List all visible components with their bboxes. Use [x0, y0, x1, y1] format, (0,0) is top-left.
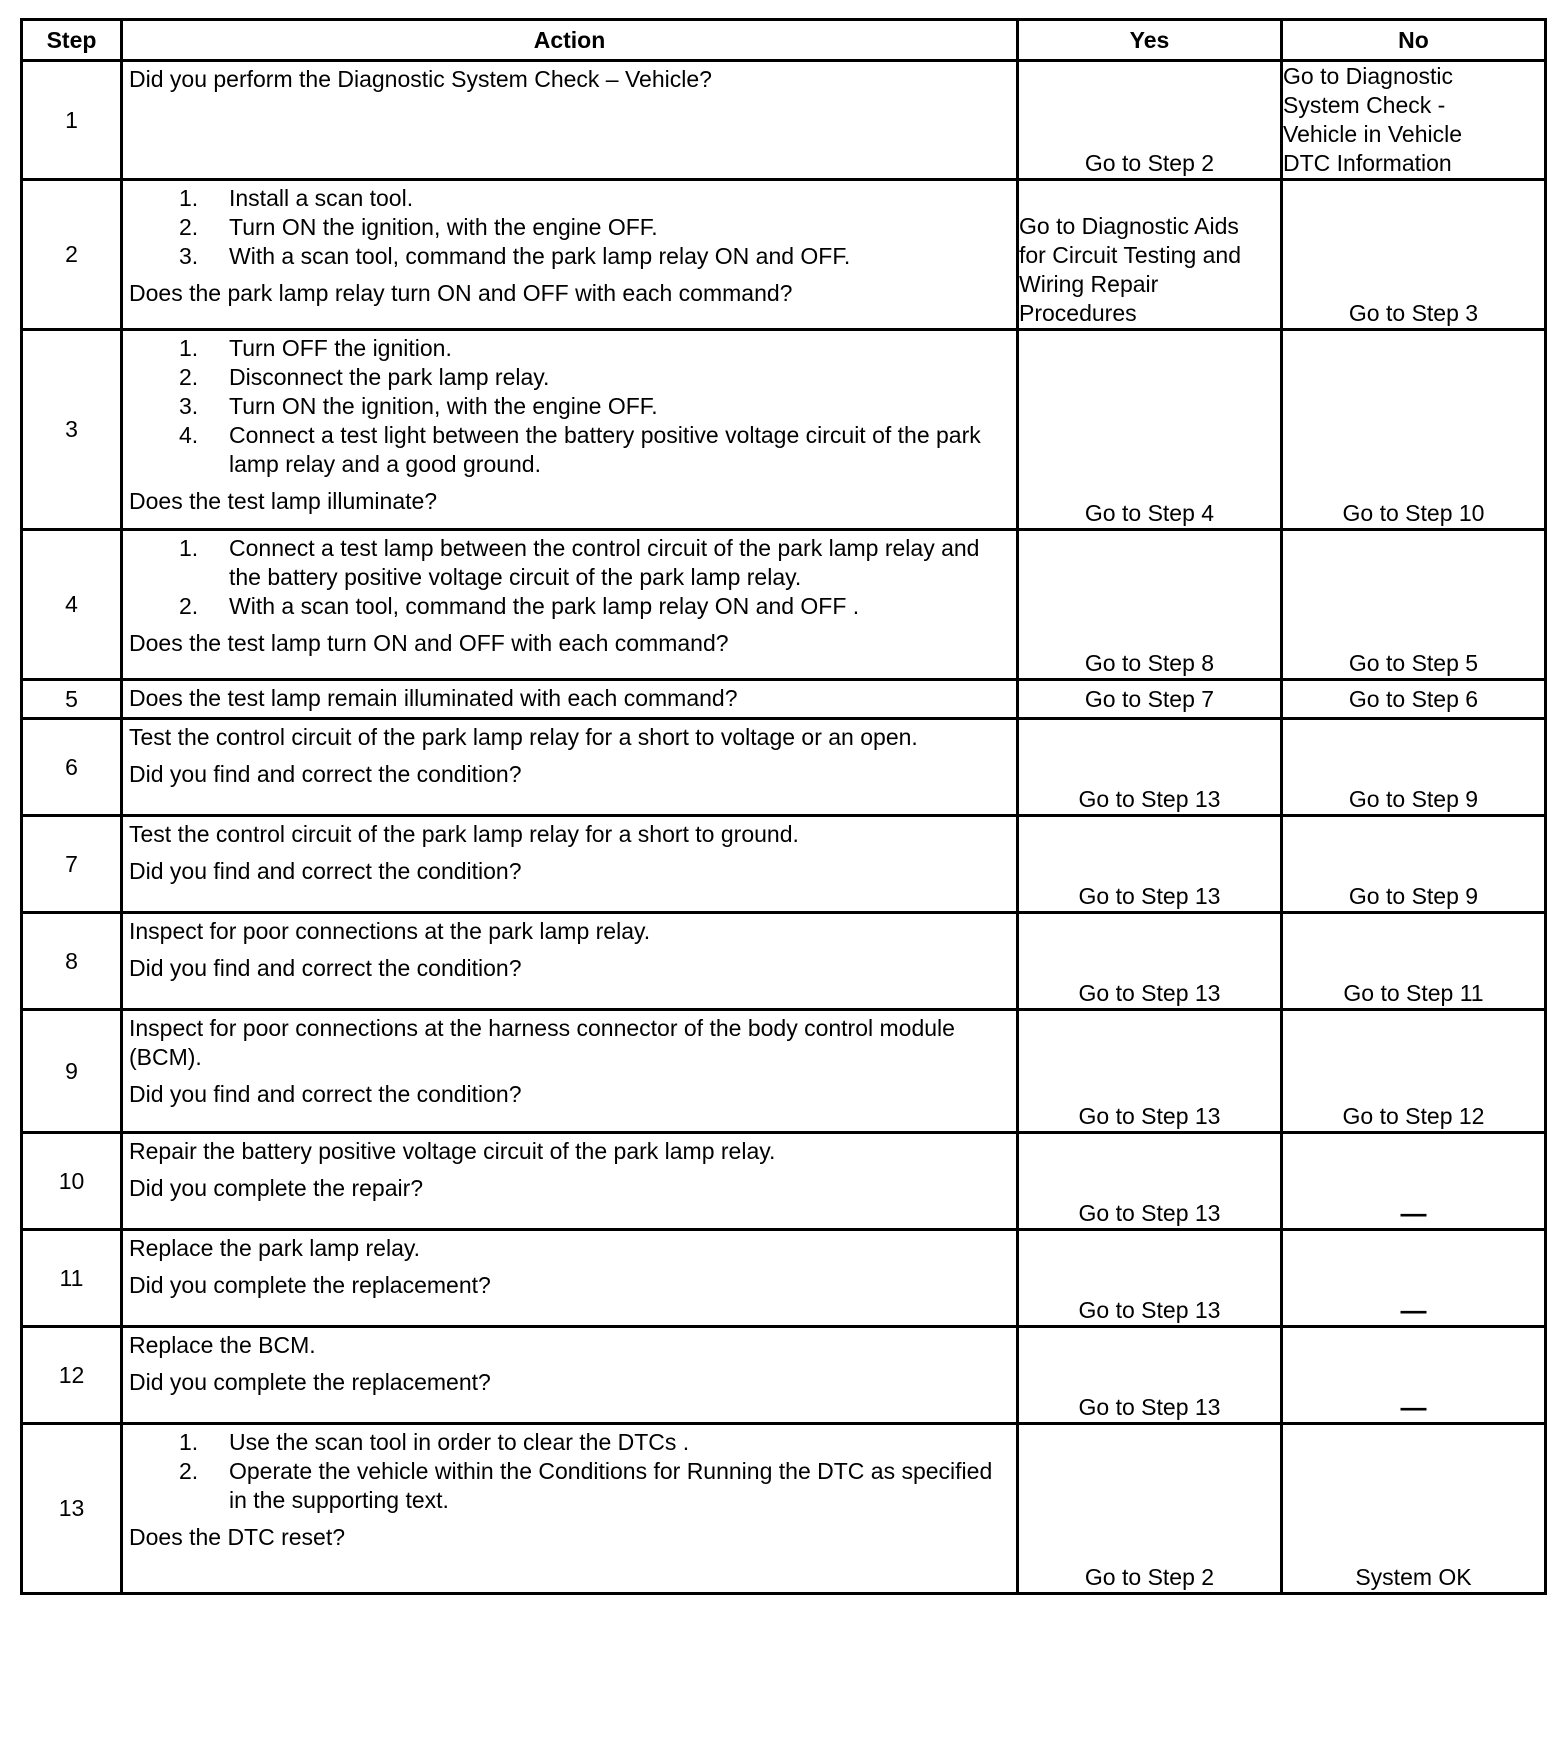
no-line: System Check -	[1283, 92, 1446, 118]
list-item: 1. Use the scan tool in order to clear the DTCs .	[179, 1429, 690, 1455]
action-question: Did you find and correct the condition?	[129, 858, 522, 884]
yes-cell: Go to Step 8	[1018, 530, 1282, 680]
action-intro: Repair the battery positive voltage circuit of the park lamp relay.	[129, 1138, 776, 1164]
no-cell: Go to Step 9	[1282, 816, 1546, 913]
list-item: 2. Turn ON the ignition, with the engine OFF.	[179, 214, 658, 240]
list-item: 4. Connect a test light between the battery positive voltage circuit of the park lamp relay and a good ground.	[179, 422, 981, 477]
no-cell: —	[1282, 1133, 1546, 1230]
yes-cell: Go to Step 13	[1018, 1230, 1282, 1327]
yes-cell	[1018, 180, 1282, 330]
header-step: Step	[22, 20, 122, 61]
list-item: 3. With a scan tool, command the park lamp relay ON and OFF.	[179, 243, 851, 269]
table-row	[22, 816, 1546, 913]
action-intro: Replace the BCM.	[129, 1332, 316, 1358]
step-number: 11	[22, 1230, 122, 1327]
yes-cell: Go to Step 13	[1018, 1133, 1282, 1230]
table-row	[22, 1327, 1546, 1424]
table-row	[22, 330, 1546, 530]
no-line: Vehicle in Vehicle	[1283, 121, 1463, 147]
action-intro: Test the control circuit of the park lamp relay for a short to ground.	[129, 821, 799, 847]
step-number: 5	[22, 680, 122, 719]
step-number: 2	[22, 180, 122, 330]
no-cell: Go to Step 9	[1282, 719, 1546, 816]
action-intro: Did you perform the Diagnostic System Check – Vehicle?	[129, 66, 712, 92]
no-cell: System OK	[1282, 1424, 1546, 1594]
action-cell	[122, 913, 1018, 1010]
yes-line: Wiring Repair	[1019, 271, 1159, 297]
action-cell	[122, 1010, 1018, 1133]
yes-cell: Go to Step 13	[1018, 816, 1282, 913]
action-cell	[122, 1327, 1018, 1424]
action-question: Does the test lamp remain illuminated with each command?	[129, 685, 738, 711]
action-question: Does the park lamp relay turn ON and OFF with each command?	[129, 280, 793, 306]
table-row	[22, 530, 1546, 680]
action-cell	[122, 816, 1018, 913]
list-item: 1. Connect a test lamp between the control circuit of the park lamp relay and the battery positive voltage circuit of the park lamp relay.	[179, 535, 980, 590]
action-list	[129, 184, 1010, 271]
list-item: 2. Disconnect the park lamp relay.	[179, 364, 550, 390]
action-cell	[122, 1133, 1018, 1230]
action-question: Did you complete the repair?	[129, 1175, 424, 1201]
yes-cell: Go to Step 13	[1018, 1010, 1282, 1133]
action-cell	[122, 180, 1018, 330]
action-question: Does the test lamp turn ON and OFF with each command?	[129, 630, 729, 656]
yes-cell: Go to Step 4	[1018, 330, 1282, 530]
no-cell: Go to Step 3	[1282, 180, 1546, 330]
table-row	[22, 1010, 1546, 1133]
step-number: 1	[22, 61, 122, 180]
step-number: 8	[22, 913, 122, 1010]
action-intro: Inspect for poor connections at the park lamp relay.	[129, 918, 651, 944]
table-row	[22, 1230, 1546, 1327]
table-row	[22, 913, 1546, 1010]
list-item: 1. Turn OFF the ignition.	[179, 335, 452, 361]
action-question: Did you complete the replacement?	[129, 1272, 491, 1298]
step-number: 3	[22, 330, 122, 530]
action-question: Does the DTC reset?	[129, 1524, 346, 1550]
table-row	[22, 680, 1546, 719]
yes-cell: Go to Step 2	[1018, 61, 1282, 180]
table-row	[22, 61, 1546, 180]
action-question: Did you find and correct the condition?	[129, 1081, 522, 1107]
action-intro: Inspect for poor connections at the harness connector of the body control module (BCM).	[129, 1015, 955, 1070]
no-cell: Go to Step 10	[1282, 330, 1546, 530]
action-intro: Test the control circuit of the park lamp relay for a short to voltage or an open.	[129, 724, 918, 750]
no-cell: Go to Step 11	[1282, 913, 1546, 1010]
table-row	[22, 180, 1546, 330]
table-row	[22, 1424, 1546, 1594]
action-list	[129, 534, 1010, 621]
no-cell: —	[1282, 1230, 1546, 1327]
yes-cell: Go to Step 13	[1018, 1327, 1282, 1424]
action-question: Does the test lamp illuminate?	[129, 488, 438, 514]
action-cell	[122, 1424, 1018, 1594]
yes-cell: Go to Step 13	[1018, 719, 1282, 816]
header-no: No	[1282, 20, 1546, 61]
action-cell	[122, 1230, 1018, 1327]
action-cell	[122, 719, 1018, 816]
list-item: 2. With a scan tool, command the park lamp relay ON and OFF .	[179, 593, 860, 619]
no-line: DTC Information	[1283, 150, 1452, 176]
header-yes: Yes	[1018, 20, 1282, 61]
list-item: 1. Install a scan tool.	[179, 185, 414, 211]
action-question: Did you complete the replacement?	[129, 1369, 491, 1395]
action-cell	[122, 530, 1018, 680]
yes-cell: Go to Step 2	[1018, 1424, 1282, 1594]
table-row	[22, 719, 1546, 816]
yes-line: Go to Diagnostic Aids	[1019, 213, 1239, 239]
step-number: 6	[22, 719, 122, 816]
action-cell	[122, 680, 1018, 719]
diagnostic-table	[20, 18, 1547, 1595]
header-action: Action	[122, 20, 1018, 61]
step-number: 4	[22, 530, 122, 680]
step-number: 7	[22, 816, 122, 913]
list-item: 2. Operate the vehicle within the Conditions for Running the DTC as specified in the supporting text.	[179, 1458, 993, 1513]
yes-cell: Go to Step 13	[1018, 913, 1282, 1010]
no-cell: Go to Step 6	[1282, 680, 1546, 719]
action-cell	[122, 61, 1018, 180]
step-number: 10	[22, 1133, 122, 1230]
table-row	[22, 1133, 1546, 1230]
no-cell: Go to Step 12	[1282, 1010, 1546, 1133]
list-item: 3. Turn ON the ignition, with the engine OFF.	[179, 393, 658, 419]
yes-line: for Circuit Testing and	[1019, 242, 1242, 268]
action-question: Did you find and correct the condition?	[129, 955, 522, 981]
step-number: 12	[22, 1327, 122, 1424]
header-row	[22, 20, 1546, 61]
no-cell	[1282, 61, 1546, 180]
action-list	[129, 334, 1010, 479]
no-cell: Go to Step 5	[1282, 530, 1546, 680]
step-number: 9	[22, 1010, 122, 1133]
no-line: Go to Diagnostic	[1283, 63, 1454, 89]
action-intro: Replace the park lamp relay.	[129, 1235, 421, 1261]
action-list	[129, 1428, 1010, 1515]
no-cell: —	[1282, 1327, 1546, 1424]
yes-cell: Go to Step 7	[1018, 680, 1282, 719]
action-cell	[122, 330, 1018, 530]
yes-line: Procedures	[1019, 300, 1137, 326]
action-question: Did you find and correct the condition?	[129, 761, 522, 787]
step-number: 13	[22, 1424, 122, 1594]
